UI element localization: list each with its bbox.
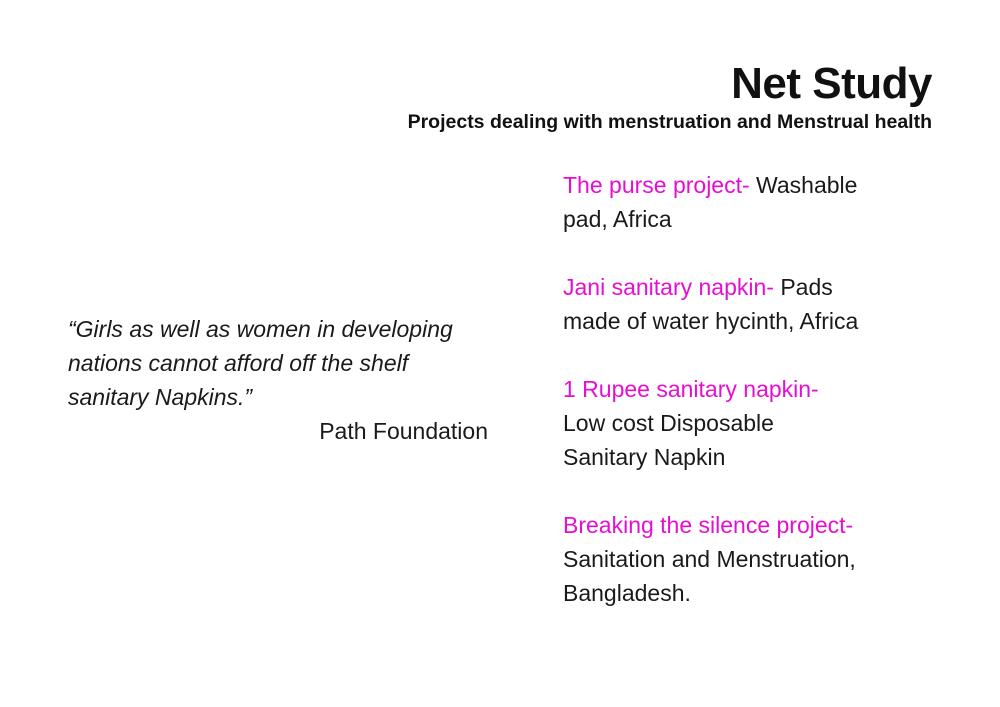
quote-attribution: Path Foundation	[319, 418, 488, 444]
project-name: 1 Rupee sanitary napkin-	[563, 376, 819, 402]
quote-line: nations cannot afford off the shelf	[68, 350, 409, 376]
project-item	[563, 168, 943, 236]
project-desc: Sanitary Napkin	[563, 444, 726, 470]
project-list	[563, 168, 943, 644]
project-desc: Washable	[749, 172, 858, 198]
project-desc: Sanitation and Menstruation,	[563, 546, 856, 572]
project-item	[563, 270, 943, 338]
quote-line: sanitary Napkins.”	[68, 384, 253, 410]
quote-line: “Girls as well as women in developing	[68, 316, 453, 342]
quote-block	[68, 312, 498, 448]
project-name: The purse project-	[563, 172, 750, 198]
project-desc: pad, Africa	[563, 206, 672, 232]
project-name: Breaking the silence project-	[563, 512, 854, 538]
project-desc: Low cost Disposable	[563, 410, 774, 436]
page-title: Net Study	[731, 59, 932, 108]
project-name: Jani sanitary napkin-	[563, 274, 774, 300]
quote-text	[68, 312, 498, 414]
project-desc: Bangladesh.	[563, 580, 691, 606]
page-subtitle: Projects dealing with menstruation and Menstrual health	[407, 111, 932, 133]
project-item	[563, 372, 943, 474]
project-item	[563, 508, 943, 610]
project-desc: made of water hycinth, Africa	[563, 308, 859, 334]
project-desc: Pads	[773, 274, 833, 300]
